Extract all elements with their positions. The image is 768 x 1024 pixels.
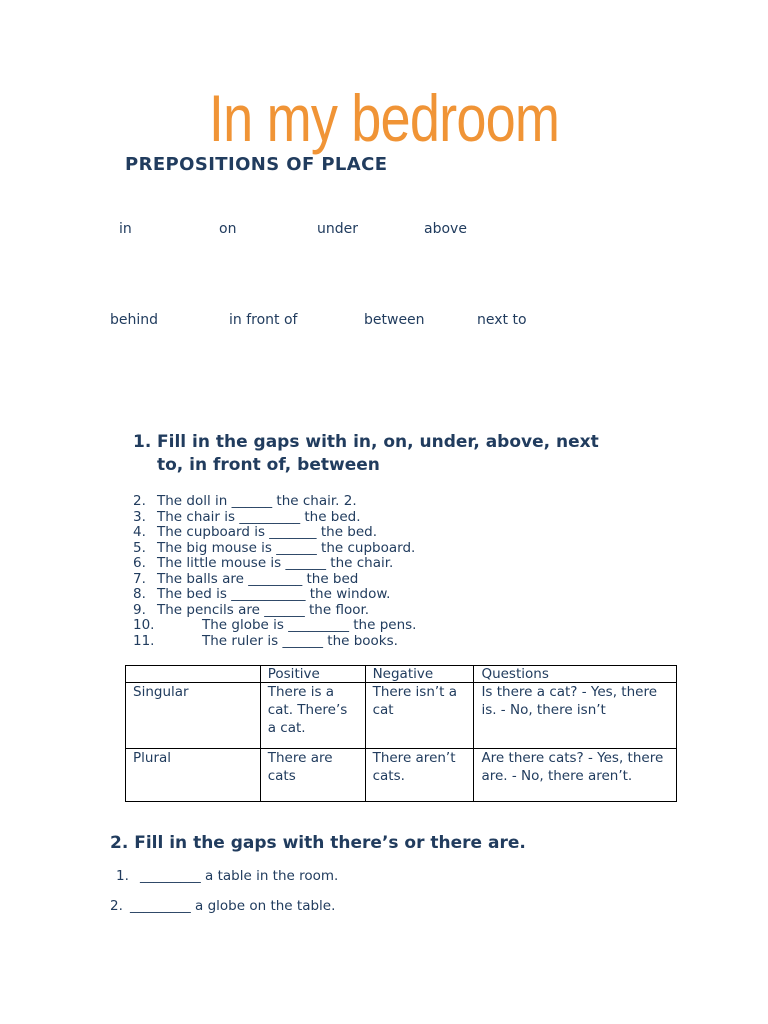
item-number: 7. [133,570,146,587]
item-text: The globe is _________ the pens. [202,617,417,633]
item-number: 9. [133,601,146,618]
exercise-1-heading-line-2: to, in front of, between [157,455,380,475]
section-subtitle: PREPOSITIONS OF PLACE [125,154,388,175]
preposition-word: on [219,221,237,237]
item-number: 10. [133,617,155,633]
list-item [133,587,416,603]
item-number: 4. [133,524,146,540]
list-item [116,868,338,884]
table-cell: There are cats [260,749,365,802]
item-text: The doll in ______ the chair. 2. [157,493,357,509]
item-number: 8. [133,586,146,602]
table-header-cell: Positive [260,666,365,683]
exercise-1-heading-line-1: Fill in the gaps with in, on, under, above, next [157,432,599,452]
table-cell: Is there a cat? - Yes, there is. - No, there isn’t [474,683,677,749]
item-number: 1. [116,868,129,884]
preposition-word: in front of [229,312,298,328]
item-text: The cupboard is _______ the bed. [157,524,378,540]
table-row [126,683,677,749]
table-cell: Are there cats? - Yes, there are. - No, there aren’t. [474,749,677,802]
table-cell: There is a cat. There’s a cat. [260,683,365,749]
item-text: The little mouse is ______ the chair. [157,555,394,571]
item-text: _________ a globe on the table. [130,898,336,914]
item-number: 11. [133,632,155,649]
table-cell: Plural [126,749,261,802]
preposition-word: next to [477,312,527,328]
item-text: The chair is _________ the bed. [157,508,361,525]
table-row [126,749,677,802]
list-item [133,556,416,572]
table-header-cell: Questions [474,666,677,683]
item-text: The balls are ________ the bed [157,570,359,587]
list-item [133,572,416,588]
grammar-table [125,665,677,802]
exercise-2-heading: 2. Fill in the gaps with there’s or there are. [110,833,526,853]
table-header-cell: Negative [365,666,474,683]
item-number: 5. [133,539,146,556]
table-header-row [126,666,677,683]
list-item [133,541,416,557]
item-text: The big mouse is ______ the cupboard. [157,539,416,556]
exercise-1-list [133,494,416,649]
page-title: In my bedroom [208,81,560,155]
list-item [133,494,416,510]
item-text: The pencils are ______ the floor. [157,601,370,618]
list-item [133,634,416,650]
list-item [133,618,416,634]
list-item [133,603,416,619]
list-item [110,898,335,914]
item-text: The ruler is ______ the books. [202,632,398,649]
exercise-1-number: 1. [133,432,152,452]
item-number: 2. [133,493,146,509]
list-item [133,525,416,541]
preposition-word: above [424,221,467,237]
preposition-word: behind [110,312,159,328]
item-text: The bed is ___________ the window. [157,586,391,602]
preposition-word: under [317,221,359,237]
item-number: 2. [110,898,123,914]
preposition-word: in [119,221,132,237]
item-number: 3. [133,508,146,525]
table-cell: There isn’t a cat [365,683,474,749]
table-cell: Singular [126,683,261,749]
list-item [133,510,416,526]
preposition-word: between [364,312,425,328]
table-cell: There aren’t cats. [365,749,474,802]
item-number: 6. [133,555,146,571]
table-header-cell [126,666,261,683]
item-text: _________ a table in the room. [140,868,339,884]
